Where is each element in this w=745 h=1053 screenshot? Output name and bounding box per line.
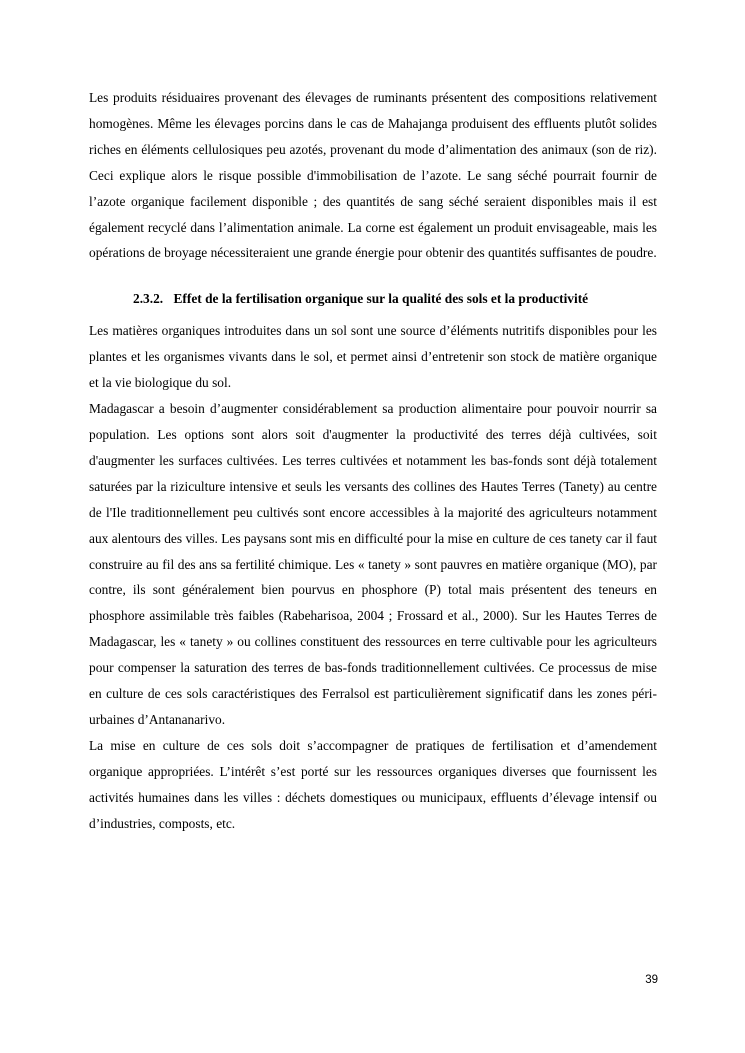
section-heading	[133, 288, 657, 310]
paragraph-organic-matter: Les matières organiques introduites dans un sol sont une source d’éléments nutritifs disponibles pour les plantes et les organismes vivants dans le sol, et permet ainsi d’entretenir son stock de matière organique et la vie biologique du sol.	[89, 323, 657, 391]
section-number: 2.3.2.	[133, 291, 164, 307]
paragraph-residues: Les produits résiduaires provenant des élevages de ruminants présentent des compositions relativement homogènes. Même les élevages porcins dans le cas de Mahajanga produisent des effluents plutôt solides riches en éléments cellulosiques peu azotés, provenant du mode d’alimentation des animaux (son de riz). Ceci explique alors le risque possible d'immobilisation de l’azote. Le sang séché pourrait fournir de l’azote organique facilement disponible ; des quantités de sang séché seraient disponibles mais il est également recyclé dans l’alimentation animale. La corne est également un produit envisageable, mais les opérations de broyage nécessiteraient une grande énergie pour obtenir des quantités suffisantes de poudre.	[89, 90, 657, 261]
page-content	[89, 85, 657, 836]
page-number: 39	[645, 974, 658, 986]
paragraph-madagascar-production: Madagascar a besoin d’augmenter considérablement sa production alimentaire pour pouvoir nourrir sa population. Les options sont alors soit d'augmenter la productivité des terres déjà cultivées, soit d'augmenter les surfaces cultivées. Les terres cultivées et notamment les bas-fonds sont déjà totalement saturées par la riziculture intensive et seuls les versants des collines des Hautes Terres (Tanety) au centre de l'Ile traditionnellement peu cultivés sont encore accessibles à la majorité des agriculteurs notamment aux alentours des villes. Les paysans sont mis en difficulté pour la mise en culture de ces tanety car il faut construire au fil des ans sa fertilité chimique. Les « tanety » sont pauvres en matière organique (MO), par contre, ils sont généralement bien pourvus en phosphore (P) total mais présentent des teneurs en phosphore assimilable très faibles (Rabeharisoa, 2004 ; Frossard et al., 2000). Sur les Hautes Terres de Madagascar, les « tanety » ou collines constituent des ressources en terre cultivable pour les agriculteurs pour compenser la saturation des terres de bas-fonds traditionnellement cultivées. Ce processus de mise en culture de ces sols caractéristiques des Ferralsol est particulièrement significatif dans les zones péri-urbaines d’Antananarivo.	[89, 401, 657, 727]
paragraph-soil-cultivation: La mise en culture de ces sols doit s’accompagner de pratiques de fertilisation et d’amendement organique appropriées. L’intérêt s’est porté sur les ressources organiques diverses que fournissent les activités humaines dans les villes : déchets domestiques ou municipaux, effluents d’élevage intensif ou d’industries, composts, etc.	[89, 737, 657, 831]
section-title: Effet de la fertilisation organique sur la qualité des sols et la productivité	[173, 291, 589, 307]
